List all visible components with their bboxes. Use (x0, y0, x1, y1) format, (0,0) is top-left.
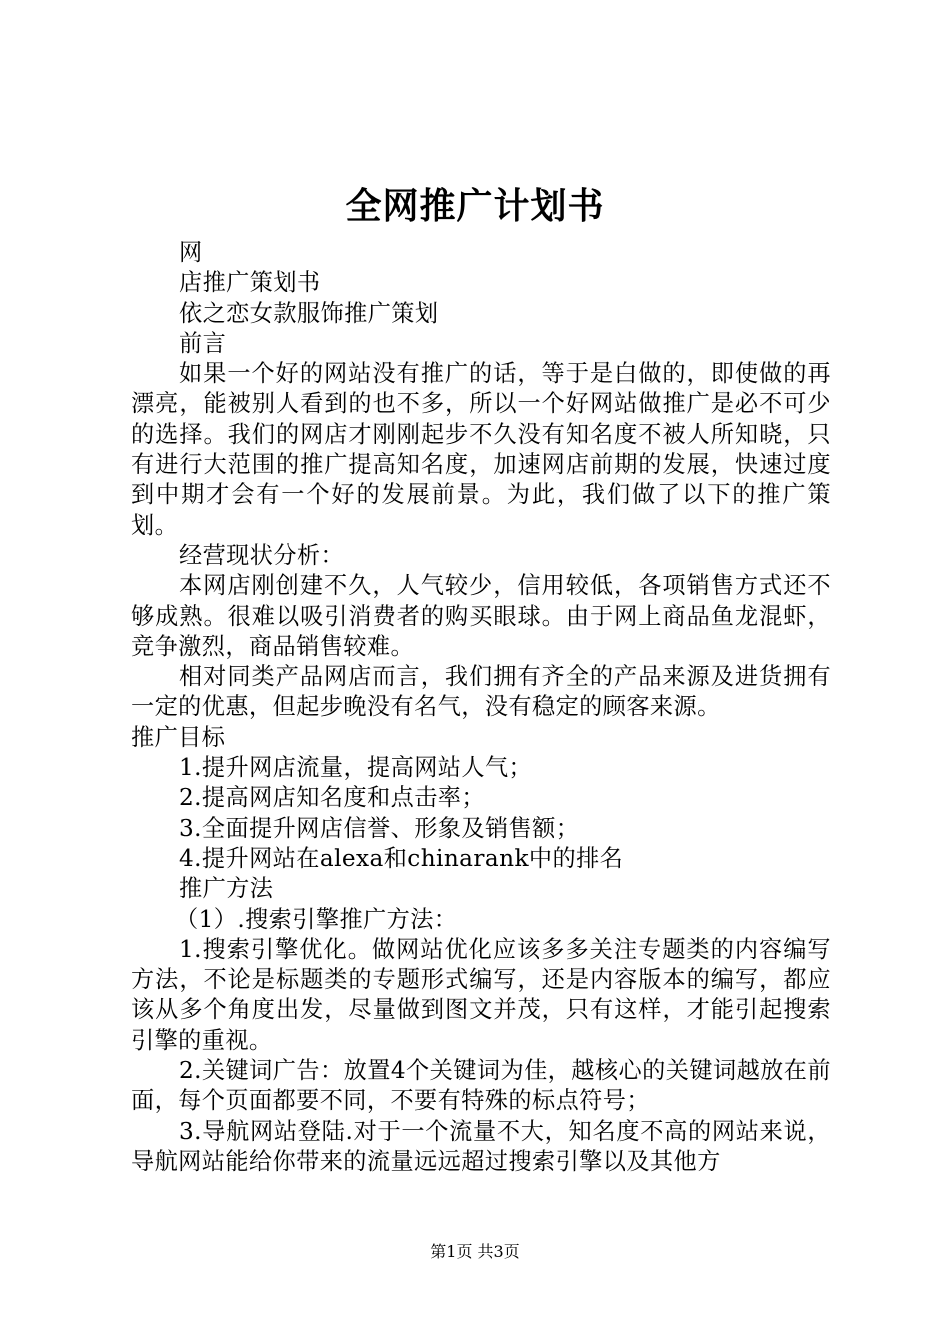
goal-item-3: 3.全面提升网店信誉、形象及销售额； (179, 814, 580, 842)
method-item-3: 3.导航网站登陆.对于一个流量不大，知名度不高的网站来说，导航网站能给你带来的流量远远超过搜索引擎以及其他方 (131, 1117, 831, 1175)
method-item-2: 2.关键词广告：放置4个关键词为佳，越核心的关键词越放在前面，每个页面都要不同，不要有特殊的标点符号； (131, 1057, 831, 1115)
paragraph-status-heading: 经营现状分析： (179, 541, 345, 569)
paragraph-search-heading: （1）.搜索引擎推广方法： (175, 905, 458, 933)
page-footer: 第1页 共3页 (430, 1242, 520, 1261)
document-body (131, 238, 831, 1177)
paragraph-3: 依之恋女款服饰推广策划 (179, 299, 439, 327)
goal-item-2: 2.提高网店知名度和点击率； (179, 784, 485, 812)
paragraph-2: 店推广策划书 (179, 269, 321, 297)
paragraph-methods-heading: 推广方法 (179, 875, 274, 903)
paragraph-preface: 如果一个好的网站没有推广的话，等于是白做的，即使做的再漂亮，能被别人看到的也不多，所以一个好网站做推广是必不可少的选择。我们的网店才刚刚起步不久没有知名度不被人所知晓，只有进行大范围的推广提高知名度，加速网店前期的发展，快速过度到中期才会有一个好的发展前景。为此，我们做了以下的推广策划。 (131, 360, 831, 539)
paragraph-1: 网 (179, 239, 203, 266)
method-item-1: 1.搜索引擎优化。做网站优化应该多多关注专题类的内容编写方法，不论是标题类的专题形式编写，还是内容版本的编写，都应该从多个角度出发，尽量做到图文并茂，只有这样，才能引起搜索引擎的重视。 (131, 935, 831, 1054)
paragraph-preface-heading: 前言 (179, 329, 227, 357)
goal-item-4: 4.提升网站在alexa和chinarank中的排名 (179, 844, 624, 872)
paragraph-status-1: 本网店刚创建不久，人气较少，信用较低，各项销售方式还不够成熟。很难以吸引消费者的购买眼球。由于网上商品鱼龙混虾，竞争激烈，商品销售较难。 (131, 572, 831, 660)
paragraph-goals-heading: 推广目标 (131, 723, 226, 751)
paragraph-status-2: 相对同类产品网店而言，我们拥有齐全的产品来源及进货拥有一定的优惠，但起步晚没有名气，没有稳定的顾客来源。 (131, 663, 831, 721)
document-title: 全网推广计划书 (345, 185, 605, 227)
goal-item-1: 1.提升网店流量，提高网站人气； (179, 754, 533, 782)
